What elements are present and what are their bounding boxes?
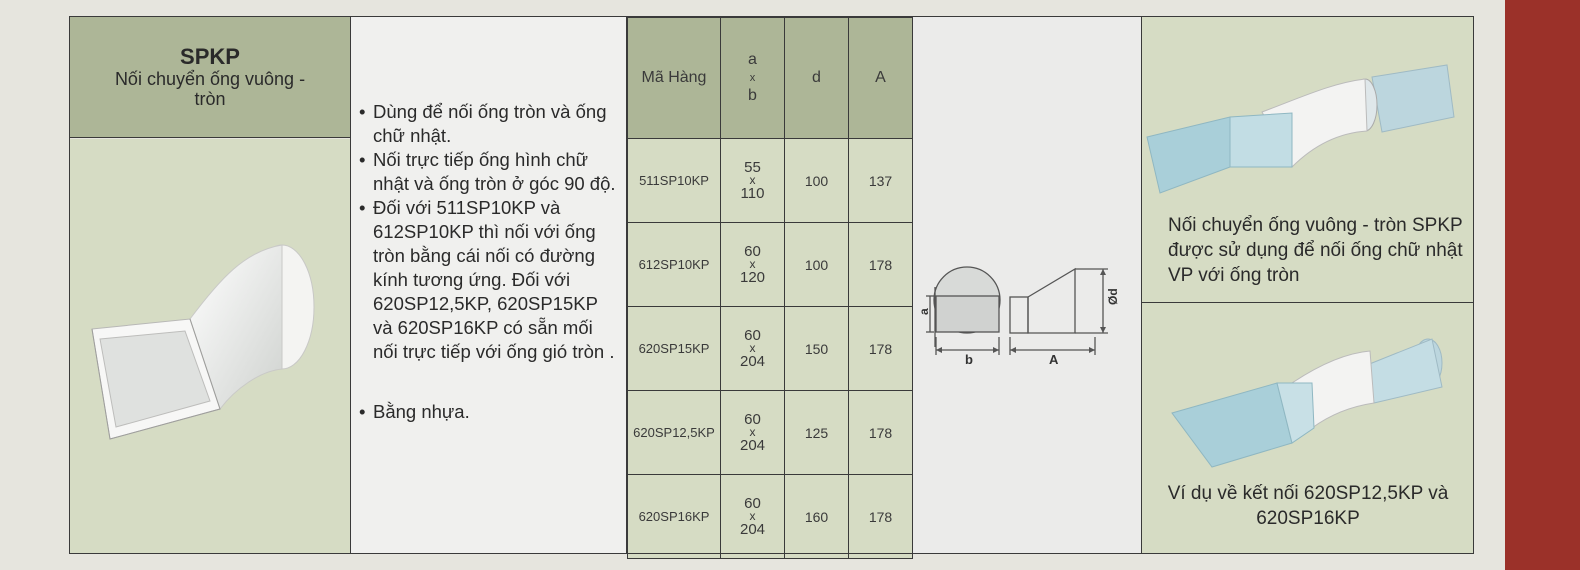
dim-d-label: Ød (1106, 288, 1120, 305)
accent-side-bar (1505, 0, 1580, 570)
product-code: SPKP (180, 44, 240, 69)
description-item: • Đối với 511SP10KP và 612SP10KP thì nối với ống tròn bằng cái nối có đường kính tương ứng. Đối với 620SP12,5KP, 620SP15KP và 620SP16KP có sẵn mối nối trực tiếp với ống gió tròn . (359, 196, 621, 364)
cell-code: 511SP10KP (628, 139, 721, 223)
cell-d: 160 (785, 475, 849, 559)
header-x: x (749, 72, 756, 84)
cell-A: 137 (849, 139, 913, 223)
caption-2: Ví dụ về kết nối 620SP12,5KP và 620SP16KP (1167, 483, 1449, 529)
divider (626, 16, 627, 554)
cell-A: 178 (849, 475, 913, 559)
cell-x: x (749, 257, 756, 271)
cell-code: 620SP16KP (628, 475, 721, 559)
cell-b: 204 (739, 353, 766, 370)
cell-b: 204 (739, 521, 766, 538)
cell-x: x (749, 425, 756, 439)
cell-a: 60 (744, 327, 761, 344)
header-b: b (748, 87, 757, 104)
table-frame (69, 16, 1474, 554)
cell-d: 100 (785, 223, 849, 307)
cell-b: 204 (739, 437, 766, 454)
divider (912, 16, 913, 554)
header-code: Mã Hàng (628, 18, 721, 139)
dim-A-label: A (1049, 352, 1059, 367)
description-item: • Dùng để nối ống tròn và ống chữ nhật. (359, 100, 621, 148)
cell-a: 60 (744, 495, 761, 512)
dim-b-label: b (965, 352, 973, 367)
cell-x: x (749, 173, 756, 187)
cell-d: 150 (785, 307, 849, 391)
cell-a: 60 (744, 411, 761, 428)
header-A: A (849, 18, 913, 139)
description-item: • Nối trực tiếp ống hình chữ nhật và ống tròn ở góc 90 độ. (359, 148, 621, 196)
cell-A: 178 (849, 223, 913, 307)
cell-x: x (749, 509, 756, 523)
cell-code: 620SP15KP (628, 307, 721, 391)
divider (1141, 16, 1142, 554)
cell-a: 60 (744, 243, 761, 260)
cell-d: 100 (785, 139, 849, 223)
cell-A: 178 (849, 307, 913, 391)
description-item: • Bằng nhựa. (359, 400, 621, 424)
cell-code: 620SP12,5KP (628, 391, 721, 475)
header-a: a (748, 51, 757, 68)
cell-d: 125 (785, 391, 849, 475)
header-d: d (785, 18, 849, 139)
cell-b: 110 (740, 185, 765, 202)
divider (350, 16, 351, 554)
cell-b: 120 (739, 269, 766, 286)
cell-code: 612SP10KP (628, 223, 721, 307)
product-name: Nối chuyển ống vuông - tròn (114, 69, 306, 109)
caption-1: Nối chuyển ống vuông - tròn SPKP được sử dụng để nối ống chữ nhật VP với ống tròn (1168, 215, 1463, 286)
cell-x: x (749, 341, 756, 355)
dim-a-label: a (917, 308, 931, 315)
cell-a: 55 (744, 159, 761, 176)
cell-A: 178 (849, 391, 913, 475)
